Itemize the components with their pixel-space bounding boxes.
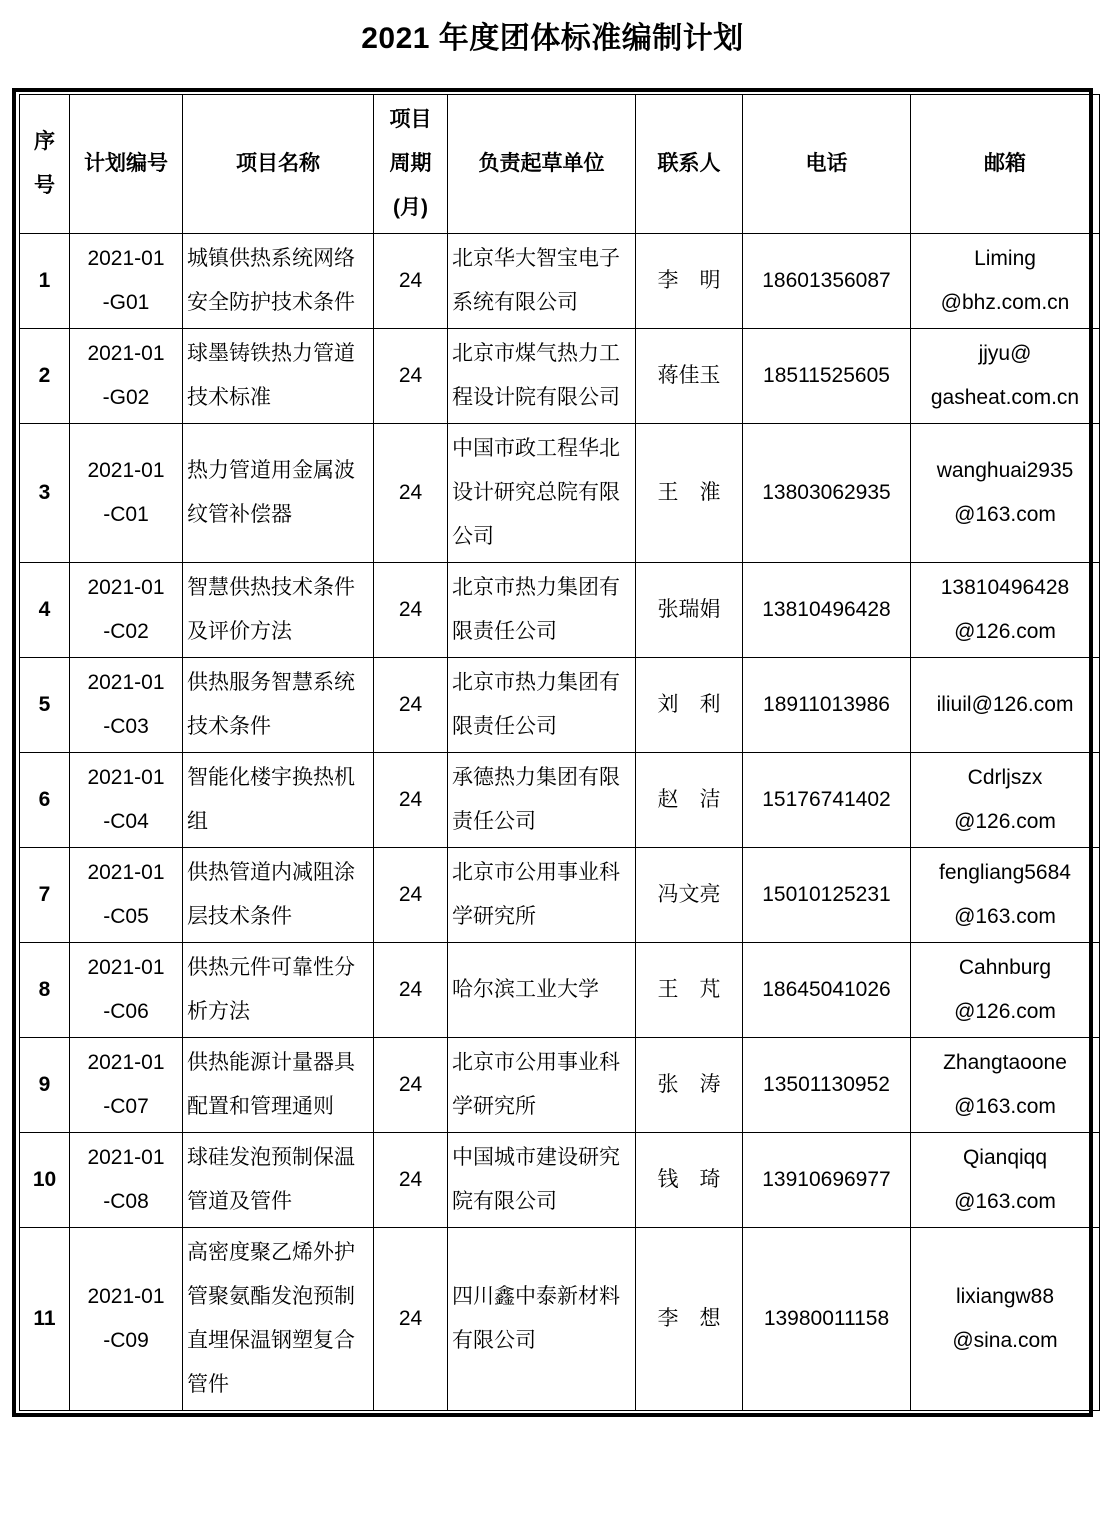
project-name-cell: 球硅发泡预制保温管道及管件 — [183, 1133, 374, 1228]
text-line: -C02 — [103, 620, 149, 643]
project-name-cell: 供热服务智慧系统技术条件 — [183, 658, 374, 753]
contact-cell: 李 明 — [636, 234, 743, 329]
project-name-cell: 供热管道内减阻涂层技术条件 — [183, 848, 374, 943]
plan-no-cell — [70, 753, 183, 848]
seq-cell: 9 — [20, 1038, 70, 1133]
seq-cell: 8 — [20, 943, 70, 1038]
text-line: 2021-01 — [87, 342, 165, 365]
contact-cell: 王 芃 — [636, 943, 743, 1038]
project-name-cell: 球墨铸铁热力管道技术标准 — [183, 329, 374, 424]
contact-cell: 张瑞娟 — [636, 563, 743, 658]
unit-cell: 中国城市建设研究院有限公司 — [448, 1133, 636, 1228]
plan-no-cell — [70, 234, 183, 329]
text-line: (月) — [393, 196, 428, 219]
seq-cell: 7 — [20, 848, 70, 943]
text-line: -C06 — [103, 1000, 149, 1023]
plan-table — [19, 94, 1100, 1411]
plan-no-cell — [70, 329, 183, 424]
plan-table-border — [12, 88, 1093, 1417]
email-cell — [911, 1038, 1100, 1133]
email-cell — [911, 234, 1100, 329]
text-line: -C04 — [103, 810, 149, 833]
phone-cell: 18911013986 — [743, 658, 911, 753]
text-line: -C09 — [103, 1329, 149, 1352]
contact-cell: 李 想 — [636, 1228, 743, 1411]
seq-cell: 5 — [20, 658, 70, 753]
text-line: @163.com — [954, 905, 1056, 928]
period-cell: 24 — [374, 563, 448, 658]
phone-cell: 13501130952 — [743, 1038, 911, 1133]
contact-cell: 王 淮 — [636, 424, 743, 563]
email-cell — [911, 424, 1100, 563]
plan-no-cell — [70, 1038, 183, 1133]
email-cell — [911, 753, 1100, 848]
project-name-cell: 智能化楼宇换热机组 — [183, 753, 374, 848]
period-cell: 24 — [374, 943, 448, 1038]
text-line: -C08 — [103, 1190, 149, 1213]
header-plan-no: 计划编号 — [70, 95, 183, 234]
text-line: -C01 — [103, 503, 149, 526]
project-name-cell: 供热能源计量器具配置和管理通则 — [183, 1038, 374, 1133]
seq-cell: 11 — [20, 1228, 70, 1411]
period-cell: 24 — [374, 753, 448, 848]
text-line: @126.com — [954, 1000, 1056, 1023]
period-cell: 24 — [374, 1038, 448, 1133]
table-row — [20, 943, 1100, 1038]
table-row — [20, 1133, 1100, 1228]
text-line: 2021-01 — [87, 766, 165, 789]
project-name-cell: 供热元件可靠性分析方法 — [183, 943, 374, 1038]
header-email: 邮箱 — [911, 95, 1100, 234]
header-period — [374, 95, 448, 234]
plan-no-cell — [70, 848, 183, 943]
text-line: 2021-01 — [87, 247, 165, 270]
contact-cell: 冯文亮 — [636, 848, 743, 943]
page-title: 2021 年度团体标准编制计划 — [361, 22, 744, 55]
text-line: Cahnburg — [958, 956, 1052, 979]
seq-cell: 4 — [20, 563, 70, 658]
plan-no-cell — [70, 1228, 183, 1411]
text-line: 2021-01 — [87, 671, 165, 694]
contact-cell: 刘 利 — [636, 658, 743, 753]
project-name-cell: 高密度聚乙烯外护管聚氨酯发泡预制直埋保温钢塑复合管件 — [183, 1228, 374, 1411]
unit-cell: 哈尔滨工业大学 — [448, 943, 636, 1038]
email-cell — [911, 329, 1100, 424]
text-line: 2021-01 — [87, 861, 165, 884]
text-line: -G02 — [102, 386, 150, 409]
period-cell: 24 — [374, 424, 448, 563]
text-line: 13810496428 — [940, 576, 1070, 599]
email-cell — [911, 658, 1100, 753]
unit-cell: 北京市公用事业科学研究所 — [448, 1038, 636, 1133]
seq-cell: 3 — [20, 424, 70, 563]
phone-cell: 15010125231 — [743, 848, 911, 943]
text-line: @126.com — [954, 620, 1056, 643]
table-row — [20, 753, 1100, 848]
table-row — [20, 329, 1100, 424]
email-cell — [911, 1133, 1100, 1228]
table-row — [20, 1038, 1100, 1133]
contact-cell: 赵 洁 — [636, 753, 743, 848]
text-line: @bhz.com.cn — [940, 291, 1070, 314]
text-line: @126.com — [954, 810, 1056, 833]
contact-cell: 张 涛 — [636, 1038, 743, 1133]
seq-cell: 6 — [20, 753, 70, 848]
phone-cell: 15176741402 — [743, 753, 911, 848]
header-seq — [20, 95, 70, 234]
unit-cell: 承德热力集团有限责任公司 — [448, 753, 636, 848]
text-line: Zhangtaoone — [943, 1051, 1067, 1074]
period-cell: 24 — [374, 1228, 448, 1411]
header-project-name: 项目名称 — [183, 95, 374, 234]
text-line: 2021-01 — [87, 1146, 165, 1169]
table-body — [20, 234, 1100, 1411]
text-line: @163.com — [954, 1095, 1056, 1118]
email-cell — [911, 1228, 1100, 1411]
phone-cell: 13803062935 — [743, 424, 911, 563]
text-line: @163.com — [954, 1190, 1056, 1213]
phone-cell: 13810496428 — [743, 563, 911, 658]
unit-cell: 北京市煤气热力工程设计院有限公司 — [448, 329, 636, 424]
contact-cell: 钱 琦 — [636, 1133, 743, 1228]
plan-no-cell — [70, 658, 183, 753]
phone-cell: 18601356087 — [743, 234, 911, 329]
text-line: -G01 — [102, 291, 150, 314]
phone-cell: 13980011158 — [743, 1228, 911, 1411]
text-line: -C03 — [103, 715, 149, 738]
contact-cell: 蒋佳玉 — [636, 329, 743, 424]
plan-no-cell — [70, 424, 183, 563]
text-line: Cdrljszx — [967, 766, 1043, 789]
text-line: 2021-01 — [87, 1285, 165, 1308]
email-cell — [911, 563, 1100, 658]
text-line: Liming — [974, 247, 1036, 270]
header-row — [20, 95, 1100, 234]
header-unit: 负责起草单位 — [448, 95, 636, 234]
unit-cell: 北京市公用事业科学研究所 — [448, 848, 636, 943]
text-line: wanghuai2935 — [936, 459, 1074, 482]
period-cell: 24 — [374, 658, 448, 753]
text-line: Qianqiqq — [962, 1146, 1048, 1169]
text-line: @sina.com — [952, 1329, 1058, 1352]
table-row — [20, 563, 1100, 658]
unit-cell: 北京华大智宝电子系统有限公司 — [448, 234, 636, 329]
text-line: 2021-01 — [87, 576, 165, 599]
table-row — [20, 424, 1100, 563]
seq-cell: 10 — [20, 1133, 70, 1228]
table-row — [20, 234, 1100, 329]
period-cell: 24 — [374, 234, 448, 329]
email-cell — [911, 848, 1100, 943]
text-line: iliuil@126.com — [936, 693, 1074, 716]
text-line: gasheat.com.cn — [930, 386, 1080, 409]
project-name-cell: 城镇供热系统网络安全防护技术条件 — [183, 234, 374, 329]
text-line: fengliang5684 — [939, 861, 1071, 884]
text-line: 序 — [34, 130, 55, 153]
text-line: 2021-01 — [87, 459, 165, 482]
table-row — [20, 848, 1100, 943]
period-cell: 24 — [374, 1133, 448, 1228]
plan-no-cell — [70, 1133, 183, 1228]
header-phone: 电话 — [743, 95, 911, 234]
table-header — [20, 95, 1100, 234]
text-line: -C07 — [103, 1095, 149, 1118]
phone-cell: 18511525605 — [743, 329, 911, 424]
text-line: 号 — [34, 174, 55, 197]
text-line: 2021-01 — [87, 1051, 165, 1074]
phone-cell: 18645041026 — [743, 943, 911, 1038]
plan-no-cell — [70, 943, 183, 1038]
text-line: jjyu@ — [978, 342, 1032, 365]
text-line: 2021-01 — [87, 956, 165, 979]
unit-cell: 中国市政工程华北设计研究总院有限公司 — [448, 424, 636, 563]
email-cell — [911, 943, 1100, 1038]
seq-cell: 1 — [20, 234, 70, 329]
header-contact: 联系人 — [636, 95, 743, 234]
table-row — [20, 1228, 1100, 1411]
seq-cell: 2 — [20, 329, 70, 424]
unit-cell: 北京市热力集团有限责任公司 — [448, 658, 636, 753]
text-line: 项目 — [389, 108, 432, 131]
text-line: 周期 — [389, 152, 432, 175]
text-line: -C05 — [103, 905, 149, 928]
period-cell: 24 — [374, 329, 448, 424]
phone-cell: 13910696977 — [743, 1133, 911, 1228]
table-row — [20, 658, 1100, 753]
plan-no-cell — [70, 563, 183, 658]
text-line: lixiangw88 — [955, 1285, 1055, 1308]
unit-cell: 北京市热力集团有限责任公司 — [448, 563, 636, 658]
period-cell: 24 — [374, 848, 448, 943]
unit-cell: 四川鑫中泰新材料有限公司 — [448, 1228, 636, 1411]
project-name-cell: 智慧供热技术条件及评价方法 — [183, 563, 374, 658]
project-name-cell: 热力管道用金属波纹管补偿器 — [183, 424, 374, 563]
text-line: @163.com — [954, 503, 1056, 526]
